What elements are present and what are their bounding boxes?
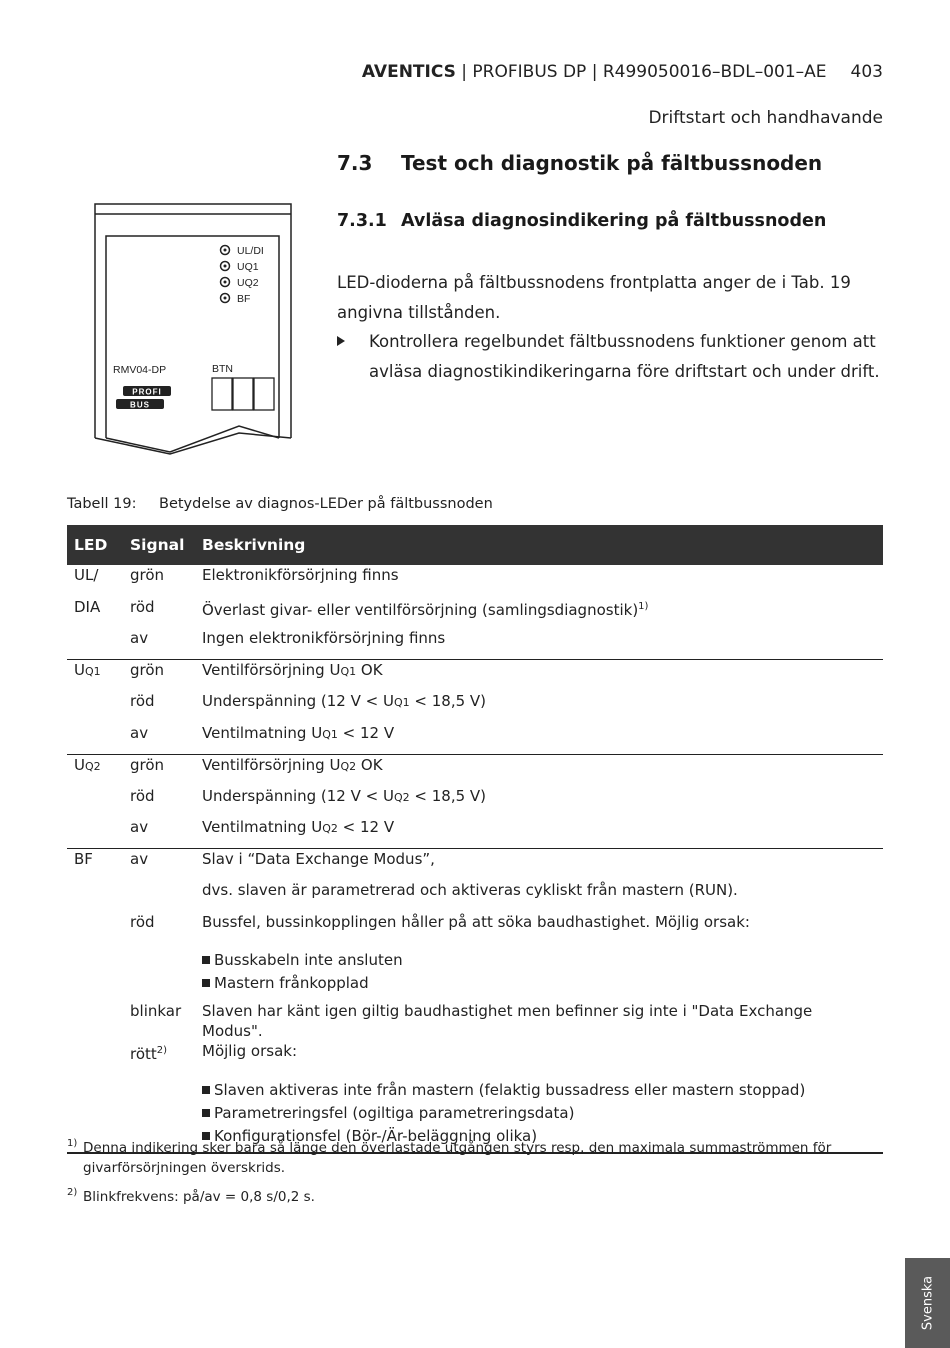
table-row [67, 1041, 883, 1073]
signal-cell: rött$^{2)}$ [130, 1045, 168, 1063]
arrow-bullet-icon [337, 336, 345, 346]
led-uq2-icon [221, 278, 230, 287]
signal-cell: blinkar [130, 1002, 182, 1020]
language-tab [905, 1258, 950, 1348]
description-cell: dvs. slaven är parametrerad och aktiveras cykliskt från mastern (RUN). [202, 881, 738, 899]
intro-paragraph: LED-dioderna på fältbussnodens frontplatta anger de i Tab. 19 angivna tillstånden. [337, 273, 851, 322]
svg-text:PROFI: PROFI [132, 387, 162, 397]
footnote-text: Blinkfrekvens: på/av = 0,8 s/0,2 s. [83, 1189, 315, 1205]
column-header-description: Beskrivning [195, 525, 883, 565]
square-bullet-icon [202, 1109, 210, 1117]
led-indicators [221, 246, 230, 303]
description-cell: Slaven har känt igen giltig baudhastighet men befinner sig inte i "Data Exchange Modus". [202, 1002, 813, 1040]
brand-name: AVENTICS [361, 62, 456, 82]
model-label: RMV04-DP [113, 364, 167, 376]
footnote-mark: 1) [67, 1138, 78, 1149]
table-row [67, 754, 883, 786]
led-label-uq1: UQ1 [237, 261, 259, 273]
table-row [67, 628, 883, 660]
footnote-1 [67, 1138, 847, 1178]
column-header-signal: Signal [123, 525, 195, 565]
table-row [67, 943, 883, 1001]
description-cell: Underspänning (12 V < UQ1 < 18,5 V) [202, 692, 487, 710]
led-uldi-icon [221, 246, 230, 255]
description-cell: Möjlig orsak: [202, 1042, 298, 1060]
list-item: Parametreringsfel (ogiltiga parametreringsdata) [202, 1102, 876, 1125]
table-header-row [67, 525, 883, 565]
led-cell: UL/ [74, 566, 99, 584]
description-cell: Ventilmatning UQ2 < 12 V [202, 818, 395, 836]
led-bf-icon [221, 294, 230, 303]
svg-text:BUS: BUS [130, 400, 150, 410]
running-header [362, 62, 883, 82]
led-label-uldi: UL/DI [237, 245, 264, 257]
square-bullet-icon [202, 979, 210, 987]
table-row [67, 849, 883, 881]
table-row [67, 723, 883, 755]
table-row [67, 817, 883, 849]
led-diagnosis-table [67, 525, 883, 1154]
led-cell: DIA [74, 597, 101, 616]
description-cell [195, 943, 883, 1001]
table-row [67, 880, 883, 912]
description-cell: Ventilmatning UQ1 < 12 V [202, 723, 395, 742]
instruction-step [337, 327, 893, 386]
signal-cell: av [130, 723, 149, 742]
square-bullet-icon [202, 1086, 210, 1094]
subsection-number: 7.3.1 [337, 211, 387, 231]
footnote-ref: 1) [638, 600, 649, 612]
subsection-title: Avläsa diagnosindikering på fältbussnoden [401, 211, 827, 231]
table-row [67, 912, 883, 944]
button-slots [212, 378, 274, 410]
table-row [67, 565, 883, 597]
table-row [67, 691, 883, 723]
table-title: Betydelse av diagnos-LEDer på fältbussnoden [159, 496, 493, 512]
table-row [67, 786, 883, 818]
description-cell: Ingen elektronikförsörjning finns [202, 629, 446, 647]
signal-cell: grön [130, 566, 165, 584]
instruction-text: Kontrollera regelbundet fältbussnodens funktioner genom att avläsa diagnostikindikeringarna före driftstart och under drift. [369, 332, 880, 381]
description-cell: Ventilförsörjning UQ1 OK [195, 660, 883, 692]
table-caption [67, 496, 493, 512]
led-cell: UQ2 [67, 754, 123, 786]
description-cell: Underspänning (12 V < UQ2 < 18,5 V) [202, 786, 487, 805]
signal-cell: av [123, 849, 195, 881]
signal-cell: grön [123, 754, 195, 786]
subsection-heading [337, 211, 826, 231]
footnote-mark: 2) [67, 1187, 78, 1198]
description-cell [195, 597, 883, 629]
footnote-text: Denna indikering sker bara så länge den överlastade utgången styrs resp. den maximala summaströmmen för givarförsörjningen överskrids. [83, 1140, 832, 1176]
description-cell: Ventilförsörjning UQ2 OK [195, 754, 883, 786]
table-row [67, 1001, 883, 1041]
section-heading [337, 151, 822, 175]
column-header-led: LED [67, 525, 123, 565]
footnote-ref: 2) [156, 1045, 168, 1056]
description-cell: Elektronikförsörjning finns [202, 566, 399, 584]
signal-cell: röd [130, 786, 155, 805]
led-cell: BF [67, 849, 123, 881]
led-label-bf: BF [237, 293, 251, 305]
led-uq1-icon [221, 262, 230, 271]
list-item: Slaven aktiveras inte från mastern (felaktig bussadress eller mastern stoppad) [202, 1079, 876, 1102]
profibus-logo [116, 386, 171, 410]
module-front-plate-figure [90, 200, 295, 462]
page-number: 403 [850, 62, 883, 82]
chapter-name: Driftstart och handhavande [648, 108, 883, 128]
table-row [67, 660, 883, 692]
document-id: | PROFIBUS DP | R499050016–BDL–001–AE [455, 62, 827, 82]
signal-cell: grön [123, 660, 195, 692]
signal-cell: av [130, 629, 149, 647]
table-number: Tabell 19: [67, 496, 137, 512]
language-label: Svenska [920, 1275, 935, 1331]
section-title: Test och diagnostik på fältbussnoden [401, 151, 823, 175]
signal-cell: av [130, 818, 149, 836]
description-cell: Bussfel, bussinkopplingen håller på att söka baudhastighet. Möjlig orsak: [202, 912, 750, 931]
list-item: Busskabeln inte ansluten [202, 949, 876, 972]
footnote-2 [67, 1187, 847, 1207]
list-item: Mastern frånkopplad [202, 972, 876, 995]
table-row [67, 597, 883, 629]
description-text: Överlast givar- eller ventilförsörjning (samlingsdiagnostik) [202, 600, 639, 619]
square-bullet-icon [202, 956, 210, 964]
signal-cell: röd [130, 692, 155, 710]
signal-cell: röd [130, 912, 155, 931]
btn-label: BTN [212, 363, 233, 375]
description-cell: Slav i “Data Exchange Modus”, [195, 849, 883, 881]
section-number: 7.3 [337, 151, 373, 175]
led-cell: UQ1 [67, 660, 123, 692]
list-item: Konfigurationsfel (Bör-/Är-beläggning olika) [202, 1125, 876, 1148]
led-label-uq2: UQ2 [237, 277, 259, 289]
signal-cell: röd [130, 597, 155, 616]
